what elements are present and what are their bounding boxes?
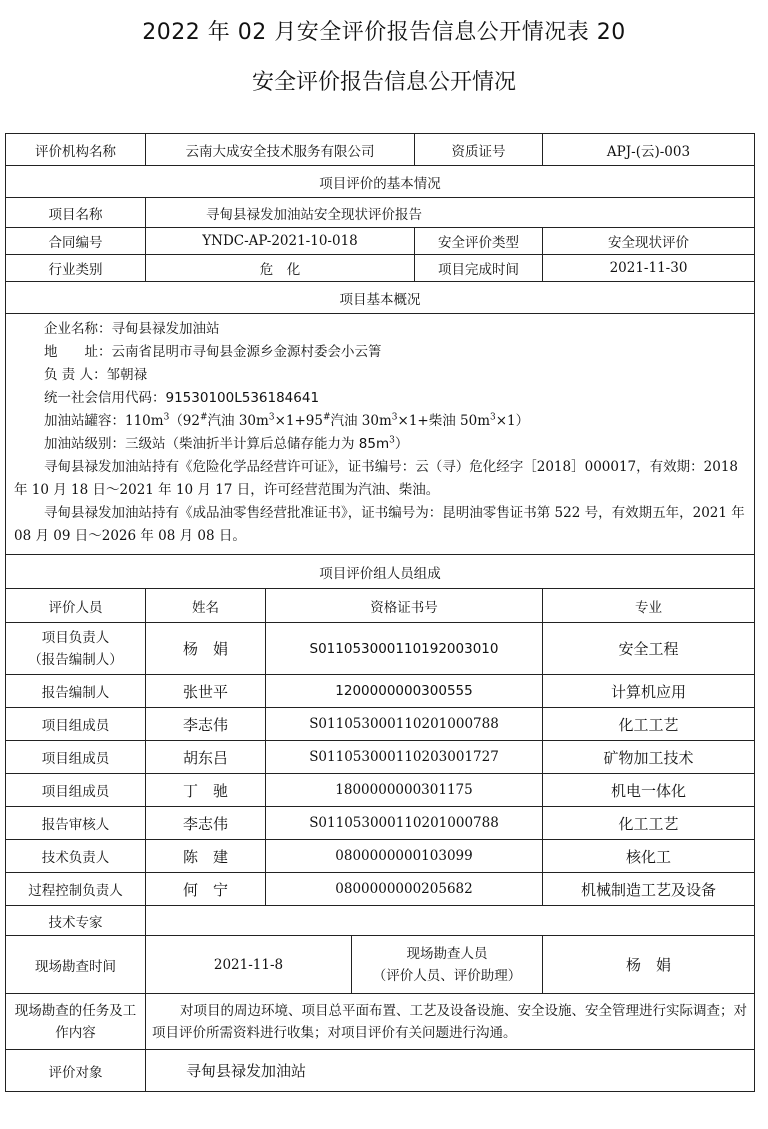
team-cert: S011053000110201000788 bbox=[266, 807, 543, 840]
team-major: 化工工艺 bbox=[543, 807, 755, 840]
company-address: 地 址：云南省昆明市寻甸县金源乡金源村委会小云箐 bbox=[44, 344, 382, 360]
credit-code-value: 91530100L536184641 bbox=[165, 390, 320, 406]
team-role: 项目组成员 bbox=[6, 741, 146, 774]
sup-hash: # bbox=[322, 412, 331, 423]
survey-people-label-line2: （评价人员、评价助理） bbox=[372, 967, 522, 984]
survey-people-label bbox=[352, 936, 543, 994]
sup-hash: # bbox=[200, 412, 208, 423]
level-text-c: ） bbox=[394, 436, 409, 452]
finish-value: 2021-11-30 bbox=[543, 255, 755, 282]
tank-capacity bbox=[14, 410, 748, 433]
license-paragraph-2: 寻甸县禄发加油站持有《成品油零售经营批准证书》，证书编号为：昆明油零售证书第 522 号，有效期五年，2021 年 08 月 09 日～2026 年 08 月 08 日。 bbox=[14, 505, 745, 544]
document-title: 2022 年 02 月安全评价报告信息公开情况表 20 bbox=[142, 20, 626, 45]
tank-text-a: 加油站罐容：110m bbox=[44, 413, 164, 429]
expert-label: 技术专家 bbox=[6, 906, 146, 936]
survey-time-label: 现场勘查时间 bbox=[6, 936, 146, 994]
industry-label: 行业类别 bbox=[6, 255, 146, 282]
team-member-name: 胡东吕 bbox=[146, 741, 266, 774]
team-member-name: 张世平 bbox=[146, 675, 266, 708]
sup-3: 3 bbox=[268, 412, 275, 423]
team-cert: S011053000110201000788 bbox=[266, 708, 543, 741]
team-section-header: 项目评价组人员组成 bbox=[6, 555, 755, 589]
object-row bbox=[6, 1050, 755, 1092]
table-row bbox=[6, 873, 755, 906]
company-name: 企业名称：寻甸县禄发加油站 bbox=[44, 321, 220, 337]
team-header-role: 评价人员 bbox=[6, 589, 146, 623]
table-row bbox=[6, 840, 755, 873]
basic-section-header: 项目评价的基本情况 bbox=[6, 166, 755, 198]
industry-value: 危 化 bbox=[146, 255, 415, 282]
team-role: 报告审核人 bbox=[6, 807, 146, 840]
team-major: 核化工 bbox=[543, 840, 755, 873]
team-role bbox=[6, 623, 146, 675]
credit-code-label: 统一社会信用代码： bbox=[44, 390, 166, 406]
overview-content bbox=[6, 314, 755, 555]
org-value: 云南大成安全技术服务有限公司 bbox=[146, 134, 415, 166]
object-value: 寻甸县禄发加油站 bbox=[146, 1050, 755, 1092]
work-content bbox=[146, 994, 755, 1050]
credit-code bbox=[14, 387, 748, 410]
table-row bbox=[6, 741, 755, 774]
sup-3: 3 bbox=[490, 412, 496, 423]
sup-3: 3 bbox=[389, 435, 395, 446]
team-member-name: 李志伟 bbox=[146, 708, 266, 741]
tank-text-d: ×1+95 bbox=[274, 413, 323, 429]
survey-row bbox=[6, 936, 755, 994]
contract-row bbox=[6, 228, 755, 255]
team-member-name: 李志伟 bbox=[146, 807, 266, 840]
tank-text-g: ×1） bbox=[495, 413, 530, 429]
table-row bbox=[6, 623, 755, 675]
document-subtitle: 安全评价报告信息公开情况 bbox=[251, 70, 516, 95]
tank-text-e: 汽油 30m bbox=[330, 413, 392, 429]
tank-text-f: ×1+柴油 50m bbox=[397, 413, 490, 429]
contract-label: 合同编号 bbox=[6, 228, 146, 255]
team-role: 技术负责人 bbox=[6, 840, 146, 873]
table-row bbox=[6, 708, 755, 741]
team-role-line1: 项目负责人 bbox=[41, 629, 110, 646]
team-header-major: 专业 bbox=[543, 589, 755, 623]
overview-row bbox=[6, 314, 755, 555]
team-header-row bbox=[6, 589, 755, 623]
company-person: 负 责 人：邹朝禄 bbox=[44, 367, 148, 383]
team-header-cert: 资格证书号 bbox=[266, 589, 543, 623]
team-member-name: 何 宁 bbox=[146, 873, 266, 906]
team-role-line2: （报告编制人） bbox=[28, 651, 123, 668]
survey-time-value: 2021-11-8 bbox=[146, 936, 352, 994]
industry-row bbox=[6, 255, 755, 282]
team-role: 项目组成员 bbox=[6, 708, 146, 741]
cert-value: APJ-(云)-003 bbox=[543, 134, 755, 166]
table-row bbox=[6, 774, 755, 807]
license-paragraph-1: 寻甸县禄发加油站持有《危险化学品经营许可证》，证书编号：云（寻）危化经字［2018］000017，有效期：2018 年 10 月 18 日～2021 年 10 月 17 日，许可经营范围为汽油、柴油。 bbox=[14, 459, 738, 498]
finish-label: 项目完成时间 bbox=[415, 255, 543, 282]
overview-section-header: 项目基本概况 bbox=[6, 282, 755, 314]
team-major: 计算机应用 bbox=[543, 675, 755, 708]
contract-value: YNDC-AP-2021-10-018 bbox=[146, 228, 415, 255]
team-cert: 1200000000300555 bbox=[266, 675, 543, 708]
sup-3: 3 bbox=[163, 412, 170, 423]
work-label: 现场勘查的任务及工作内容 bbox=[6, 994, 146, 1050]
team-role: 报告编制人 bbox=[6, 675, 146, 708]
org-row bbox=[6, 134, 755, 166]
eval-type-value: 安全现状评价 bbox=[543, 228, 755, 255]
object-label: 评价对象 bbox=[6, 1050, 146, 1092]
disclosure-table bbox=[5, 133, 755, 1092]
project-name-label: 项目名称 bbox=[6, 198, 146, 228]
survey-people-label-line1: 现场勘查人员 bbox=[406, 945, 488, 962]
team-major: 矿物加工技术 bbox=[543, 741, 755, 774]
project-name-value: 寻甸县禄发加油站安全现状评价报告 bbox=[146, 198, 755, 228]
project-name-row bbox=[6, 198, 755, 228]
eval-type-label: 安全评价类型 bbox=[415, 228, 543, 255]
team-cert: S011053000110203001727 bbox=[266, 741, 543, 774]
tank-text-b: （92 bbox=[169, 413, 200, 429]
team-member-name: 杨 娟 bbox=[146, 623, 266, 675]
team-cert: 0800000000103099 bbox=[266, 840, 543, 873]
expert-value bbox=[146, 906, 755, 936]
team-major: 安全工程 bbox=[543, 623, 755, 675]
expert-row bbox=[6, 906, 755, 936]
work-content-text: 对项目的周边环境、项目总平面布置、工艺及设备设施、安全设施、安全管理进行实际调查；对项目评价所需资料进行收集；对项目评价有关问题进行沟通。 bbox=[152, 1002, 747, 1041]
level-text-b: 85m bbox=[358, 436, 390, 452]
work-row bbox=[6, 994, 755, 1050]
cert-label: 资质证号 bbox=[415, 134, 543, 166]
table-row bbox=[6, 807, 755, 840]
org-label: 评价机构名称 bbox=[6, 134, 146, 166]
sup-3: 3 bbox=[391, 412, 398, 423]
team-member-name: 陈 建 bbox=[146, 840, 266, 873]
team-cert: 1800000000301175 bbox=[266, 774, 543, 807]
team-cert: S011053000110192003010 bbox=[266, 623, 543, 675]
tank-text-c: 汽油 30m bbox=[207, 413, 269, 429]
team-member-name: 丁 驰 bbox=[146, 774, 266, 807]
station-level bbox=[14, 433, 748, 456]
table-row bbox=[6, 675, 755, 708]
team-role: 项目组成员 bbox=[6, 774, 146, 807]
team-role: 过程控制负责人 bbox=[6, 873, 146, 906]
team-major: 机电一体化 bbox=[543, 774, 755, 807]
team-cert: 0800000000205682 bbox=[266, 873, 543, 906]
team-major: 化工工艺 bbox=[543, 708, 755, 741]
team-header-name: 姓名 bbox=[146, 589, 266, 623]
survey-people-value: 杨 娟 bbox=[543, 936, 755, 994]
level-text-a: 加油站级别：三级站（柴油折半计算后总储存能力为 bbox=[44, 436, 359, 452]
team-major: 机械制造工艺及设备 bbox=[543, 873, 755, 906]
